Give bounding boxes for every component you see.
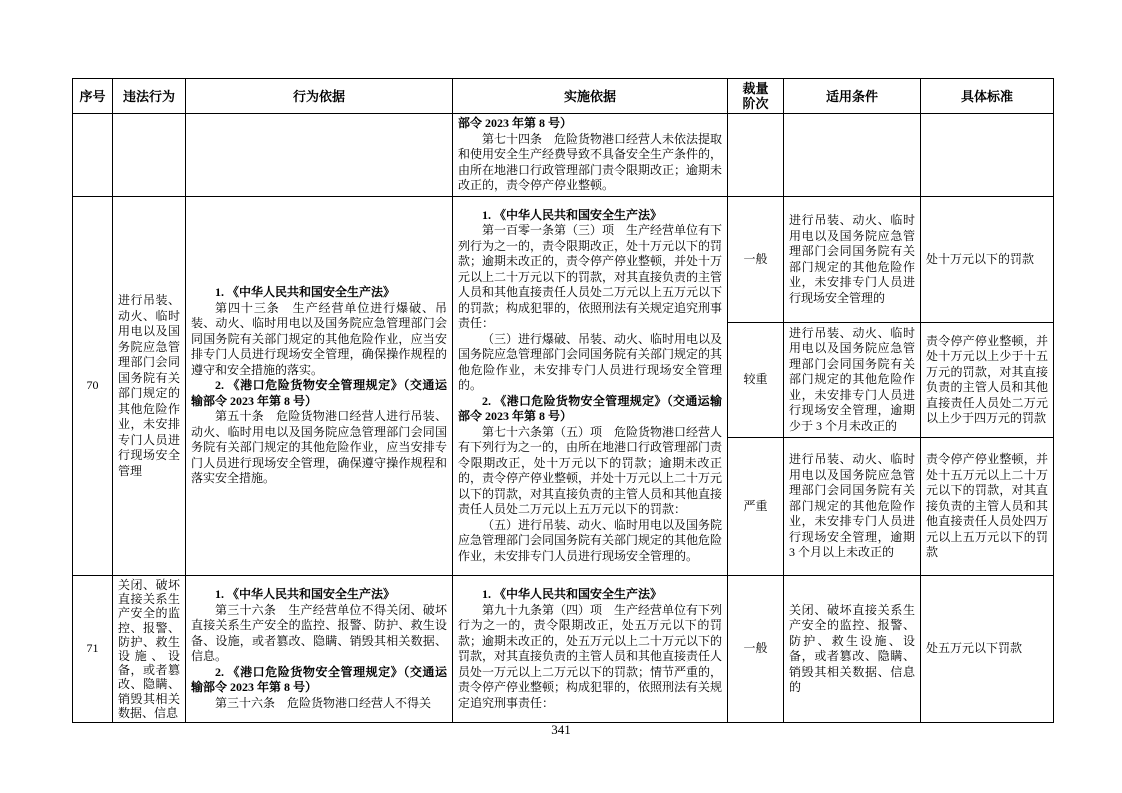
clause-paragraph: （三）进行爆破、吊装、动火、临时用电以及国务院应急管理部门会同国务院有关部门规定的其他危险作业，未安排专门人员进行现场安全管理的。 xyxy=(458,331,723,393)
law-title: 2. 《港口危险货物安全管理规定》（交通运输部令 2023 年第 8 号） xyxy=(191,664,447,695)
cell-tier-level: 一般 xyxy=(728,197,784,323)
clause-paragraph: 第三十六条 生产经营单位不得关闭、破坏直接关系生产安全的监控、报警、防护、救生设备、设施，或者篡改、隐瞒、销毁其相关数据、信息。 xyxy=(191,602,447,664)
cell-tier-condition: 进行吊装、动火、临时用电以及国务院应急管理部门会同国务院有关部门规定的其他危险作业，未安排专门人员进行现场安全管理，逾期少于 3 个月未改正的 xyxy=(784,323,921,438)
cell-seq-70: 70 xyxy=(73,197,113,576)
clause-paragraph: 第九十九条第（四）项 生产经营单位有下列行为之一的，责令限期改正，处五万元以下的罚款；逾期未改正的，处五万元以上二十万元以下的罚款，对其直接负责的主管人员和其他直接责任人员处一万元以上二万元以下的罚款；情节严重的，责令停产停业整顿；构成犯罪的，依照刑法有关规定追究刑事责任： xyxy=(458,602,723,710)
law-title: 1. 《中华人民共和国安全生产法》 xyxy=(482,587,663,602)
cell-tier-standard: 处五万元以下罚款 xyxy=(921,576,1054,723)
cell-tier-empty xyxy=(728,114,784,197)
cell-behavior-basis-empty xyxy=(186,114,453,197)
header-behavior-basis: 行为依据 xyxy=(186,79,453,114)
header-seq: 序号 xyxy=(73,79,113,114)
page-number: 341 xyxy=(551,722,571,737)
law-title: 1. 《中华人民共和国安全生产法》 xyxy=(215,285,396,300)
clause-paragraph: 第一百零一条第（三）项 生产经营单位有下列行为之一的，责令限期改正，处十万元以下的罚款；逾期未改正的，责令停产停业整顿，并处十万元以上二十万元以下的罚款，对其直接负责的主管人员和其他直接责任人员处二万元以上五万元以下的罚款；构成犯罪的，依照刑法有关规定追究刑事责任： xyxy=(458,223,723,331)
clause-paragraph: 第三十六条 危险货物港口经营人不得关 xyxy=(215,695,432,710)
cell-tier-standard: 责令停产停业整顿，并处十万元以上少于十五万元的罚款，对其直接负责的主管人员和其他直接责任人员处二万元以上少于四万元的罚款 xyxy=(921,323,1054,438)
cell-violation-70: 进行吊装、动火、临时用电以及国务院应急管理部门会同国务院有关部门规定的其他危险作业，未安排专门人员进行现场安全管理 xyxy=(113,197,186,576)
law-title: 2. 《港口危险货物安全管理规定》（交通运输部令 2023 年第 8 号） xyxy=(191,378,447,408)
row-71 xyxy=(73,576,1054,723)
penalty-discretion-table xyxy=(72,78,1054,723)
carryover-row xyxy=(73,114,1054,197)
cell-seq-71: 71 xyxy=(73,576,113,723)
header-violation: 违法行为 xyxy=(113,79,186,114)
cell-tier-condition: 关闭、破坏直接关系生产安全的监控、报警、防护、救生设施、设备，或者篡改、隐瞒、销毁其相关数据、信息的 xyxy=(784,576,921,723)
clause-paragraph: 第七十六条第（五）项 危险货物港口经营人有下列行为之一的，由所在地港口行政管理部门责令限期改正，处十万元以下的罚款；逾期未改正的，责令停产停业整顿，并处十万元以上二十万元以下的罚款，对其直接负责的主管人员和其他直接责任人员处二万元以上五万元以下的罚款： xyxy=(458,424,723,517)
cell-behavior-basis-71 xyxy=(186,576,453,723)
clause-paragraph: 第七十四条 危险货物港口经营人未依法提取和使用安全生产经费导致不具备安全生产条件的，由所在地港口行政管理部门责令限期改正；逾期未改正的，责令停产停业整顿。 xyxy=(458,131,723,193)
cell-condition-empty xyxy=(784,114,921,197)
cell-tier-level: 较重 xyxy=(728,323,784,438)
cell-violation-71: 关闭、破坏直接关系生产安全的监控、报警、防护、救生设施、设备，或者篡改、隐瞒、销毁其相关数据、信息 xyxy=(113,576,186,723)
clause-paragraph: （五）进行吊装、动火、临时用电以及国务院应急管理部门会同国务院有关部门规定的其他危险作业，未安排专门人员进行现场安全管理的。 xyxy=(458,517,723,563)
cell-tier-standard: 处十万元以下的罚款 xyxy=(921,197,1054,323)
cell-tier-level: 一般 xyxy=(728,576,784,723)
clause-paragraph: 第五十条 危险货物港口经营人进行吊装、动火、临时用电以及国务院应急管理部门会同国务院有关部门规定的其他危险作业，应当安排专门人员进行现场安全管理，确保遵守操作规程和落实安全措施。 xyxy=(191,409,447,486)
header-discretion-tier-label: 裁量阶次 xyxy=(742,81,769,111)
cell-seq-empty xyxy=(73,114,113,197)
header-discretion-tier xyxy=(728,79,784,114)
cell-implementation-basis-70 xyxy=(453,197,728,576)
cell-tier-condition: 进行吊装、动火、临时用电以及国务院应急管理部门会同国务院有关部门规定的其他危险作业，未安排专门人员进行现场安全管理的 xyxy=(784,197,921,323)
law-title: 1. 《中华人民共和国安全生产法》 xyxy=(482,207,663,222)
header-applicable-conditions: 适用条件 xyxy=(784,79,921,114)
clause-paragraph: 第四十三条 生产经营单位进行爆破、吊装、动火、临时用电以及国务院应急管理部门会同国务院有关部门规定的其他危险作业，应当安排专门人员进行现场安全管理，确保操作规程的遵守和安全措施的落实。 xyxy=(191,300,447,377)
cell-tier-condition: 进行吊装、动火、临时用电以及国务院应急管理部门会同国务院有关部门规定的其他危险作业，未安排专门人员进行现场安全管理，逾期 3 个月以上未改正的 xyxy=(784,438,921,576)
cell-behavior-basis-70 xyxy=(186,197,453,576)
header-specific-standard: 具体标准 xyxy=(921,79,1054,114)
law-title: 1. 《中华人民共和国安全生产法》 xyxy=(215,587,396,602)
row-70-tier-general xyxy=(73,197,1054,323)
cell-implementation-basis-carryover xyxy=(453,114,728,197)
header-implementation-basis: 实施依据 xyxy=(453,79,728,114)
law-title: 部令 2023 年第 8 号） xyxy=(458,116,573,131)
cell-standard-empty xyxy=(921,114,1054,197)
cell-tier-standard: 责令停产停业整顿，并处十五万元以上二十万元以下的罚款，对其直接负责的主管人员和其他直接责任人员处四万元以上五万元以下的罚款 xyxy=(921,438,1054,576)
law-title: 2. 《港口危险货物安全管理规定》（交通运输部令 2023 年第 8 号） xyxy=(458,393,722,424)
cell-violation-empty xyxy=(113,114,186,197)
header-row xyxy=(73,79,1054,114)
cell-tier-level: 严重 xyxy=(728,438,784,576)
cell-implementation-basis-71 xyxy=(453,576,728,723)
